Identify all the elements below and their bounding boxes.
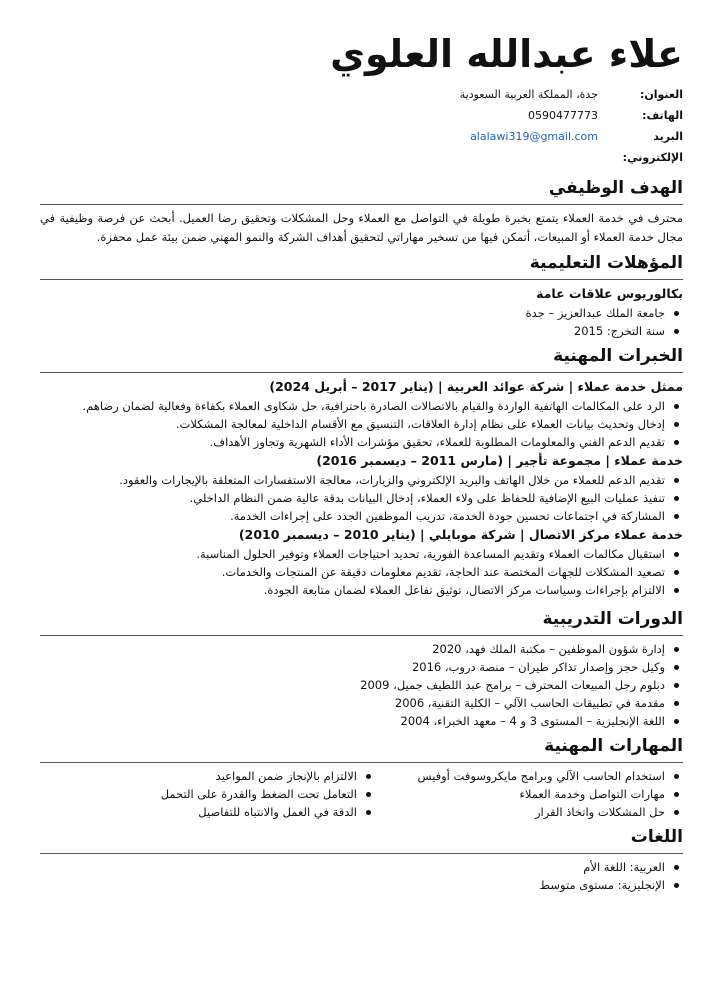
job-duties-list — [40, 397, 683, 451]
job-heading: ممثل خدمة عملاء | شركة عوائد العربية | (يناير 2017 – أبريل 2024) — [269, 379, 683, 394]
experience-title: الخبرات المهنية — [553, 346, 683, 366]
education-degree: بكالوريوس علاقات عامة — [536, 286, 683, 301]
address-label: العنوان: — [639, 88, 683, 101]
list-item: حل المشكلات واتخاذ القرار — [375, 803, 665, 821]
resume-page — [40, 28, 683, 990]
education-list — [40, 304, 683, 340]
education-title: المؤهلات التعليمية — [529, 253, 683, 273]
training-list — [40, 640, 683, 730]
list-item: الالتزام بإجراءات وسياسات مركز الاتصال، توثيق تفاعل العملاء لضمان متابعة الجودة. — [40, 581, 665, 599]
contact-block — [40, 84, 683, 168]
list-item: إدارة شؤون الموظفين – مكتبة الملك فهد، 2020 — [40, 640, 665, 658]
list-item: مقدمة في تطبيقات الحاسب الآلي – الكلية التقنية، 2006 — [40, 694, 665, 712]
list-item: استقبال مكالمات العملاء وتقديم المساعدة الفورية، تحديد احتياجات العملاء وتوفير الحلول المناسبة. — [40, 545, 665, 563]
list-item: وكيل حجز وإصدار تذاكر طيران – منصة دروب، 2016 — [40, 658, 665, 676]
languages-list — [40, 858, 683, 894]
objective-title: الهدف الوظيفي — [548, 178, 683, 198]
section-divider — [40, 762, 683, 763]
objective-text: محترف في خدمة العملاء يتمتع بخبرة طويلة في التواصل مع العملاء وحل المشكلات وتحقيق رضا العميل. أبحث عن فرصة وظيفية في مجال خدمة العملاء أو المبيعات، أتمكن فيها من تسخير مهاراتي لتحقيق أهداف الشركة والنمو المهني ضمن بيئة عمل محفزة. — [40, 211, 683, 244]
list-item: مهارات التواصل وخدمة العملاء — [375, 785, 665, 803]
list-item: الدقة في العمل والانتباه للتفاصيل — [67, 803, 357, 821]
list-item: الرد على المكالمات الهاتفية الواردة والقيام بالاتصالات الصادرة باحترافية، حل شكاوى العملاء بكفاءة وفعالية لضمان رضاهم. — [40, 397, 665, 415]
list-item: سنة التخرج: 2015 — [40, 322, 665, 340]
list-item: دبلوم رجل المبيعات المحترف – برامج عبد اللطيف جميل، 2009 — [40, 676, 665, 694]
list-item: العربية: اللغة الأم — [40, 858, 665, 876]
section-divider — [40, 853, 683, 854]
candidate-name: علاء عبدالله العلوي — [330, 32, 683, 76]
list-item: تصعيد المشكلات للجهات المختصة عند الحاجة، تقديم معلومات دقيقة عن المنتجات والخدمات. — [40, 563, 665, 581]
section-divider — [40, 635, 683, 636]
list-item: تنفيذ عمليات البيع الإضافية للحفاظ على ولاء العملاء، إدخال البيانات بدقة عالية ضمن النظام الداخلي. — [40, 489, 665, 507]
section-divider — [40, 204, 683, 205]
list-item: تقديم الدعم للعملاء من خلال الهاتف والبريد الإلكتروني والزيارات، معالجة الاستفسارات المتعلقة بالإيجارات والعقود. — [40, 471, 665, 489]
contact-row-email — [40, 126, 683, 168]
skills-list-right — [375, 767, 683, 821]
skills-columns — [40, 767, 683, 821]
email-link[interactable]: alalawi319@gmail.com — [470, 130, 598, 143]
list-item: تقديم الدعم الفني والمعلومات المطلوبة للعملاء، تحقيق مؤشرات الأداء الشهرية وتجاوز الأهداف. — [40, 433, 665, 451]
skills-list-left — [67, 767, 375, 821]
list-item: استخدام الحاسب الآلي وبرامج مايكروسوفت أوفيس — [375, 767, 665, 785]
email-label: البريد الإلكتروني: — [622, 130, 683, 164]
list-item: الالتزام بالإنجاز ضمن المواعيد — [67, 767, 357, 785]
job-duties-list — [40, 471, 683, 525]
job-duties-list — [40, 545, 683, 599]
job-heading: خدمة عملاء مركز الاتصال | شركة موبايلي | (يناير 2010 – ديسمبر 2010) — [238, 527, 683, 542]
list-item: المشاركة في اجتماعات تحسين جودة الخدمة، تدريب الموظفين الجدد على إجراءات الخدمة. — [40, 507, 665, 525]
languages-title: اللغات — [630, 827, 683, 847]
contact-row-address — [40, 84, 683, 105]
list-item: جامعة الملك عبدالعزيز – جدة — [40, 304, 665, 322]
job-heading: خدمة عملاء | مجموعة تأجير | (مارس 2011 – ديسمبر 2016) — [316, 453, 683, 468]
contact-row-phone — [40, 105, 683, 126]
section-divider — [40, 372, 683, 373]
list-item: إدخال وتحديث بيانات العملاء على نظام إدارة العلاقات، التنسيق مع الأقسام الداخلية لمعالجة المشكلات. — [40, 415, 665, 433]
phone-label: الهاتف: — [642, 109, 683, 122]
list-item: التعامل تحت الضغط والقدرة على التحمل — [67, 785, 357, 803]
section-divider — [40, 279, 683, 280]
list-item: اللغة الإنجليزية – المستوى 3 و 4 – معهد الخبراء، 2004 — [40, 712, 665, 730]
training-title: الدورات التدريبية — [542, 609, 683, 629]
phone-value: 0590477773 — [528, 109, 598, 122]
address-value: جدة، المملكة العربية السعودية — [459, 88, 598, 101]
skills-title: المهارات المهنية — [544, 736, 683, 756]
list-item: الإنجليزية: مستوى متوسط — [40, 876, 665, 894]
